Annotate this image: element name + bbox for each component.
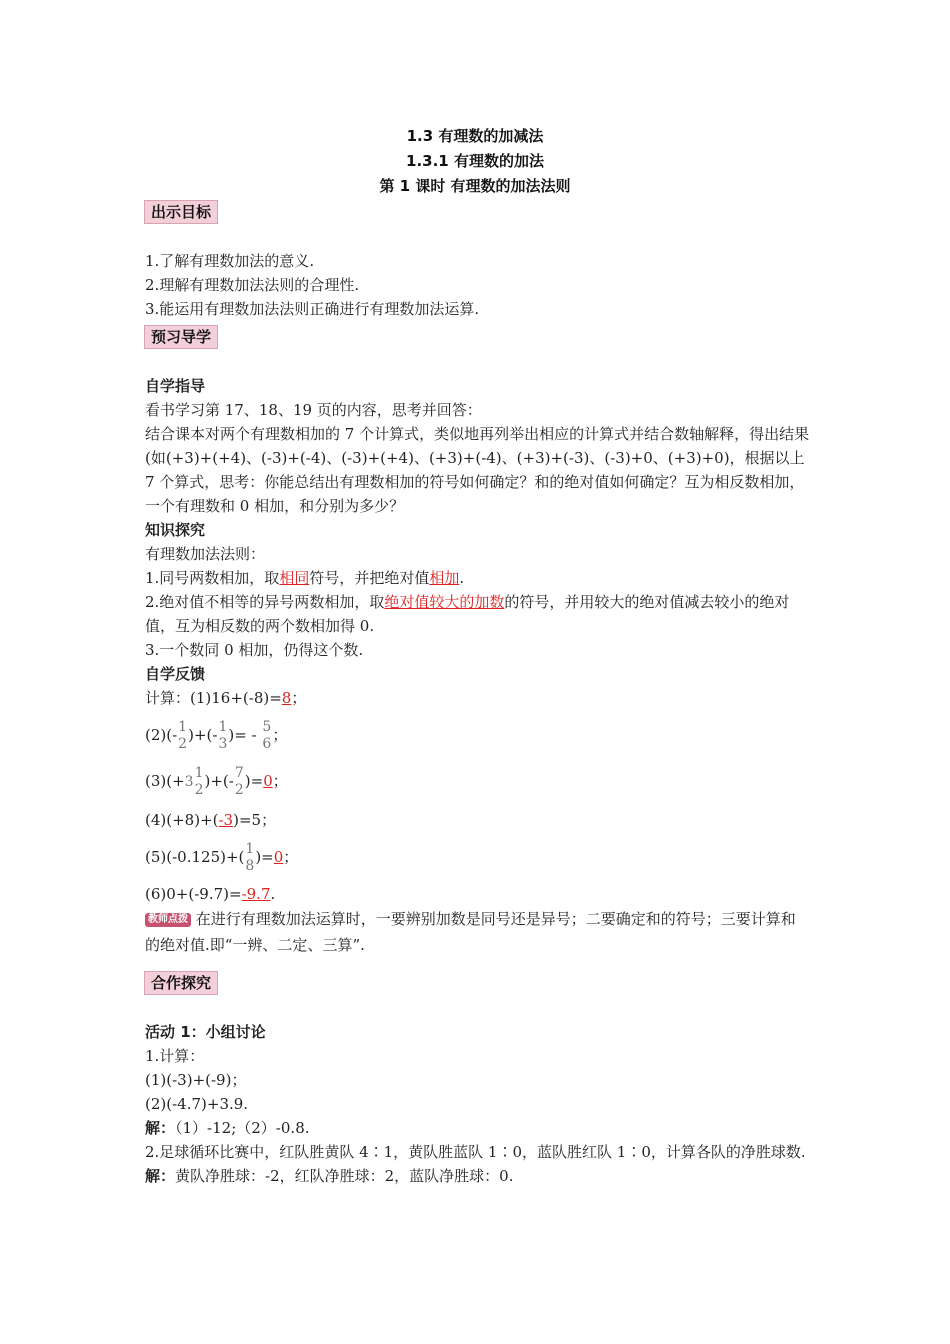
goal-item: 3.能运用有理数加法法则正确进行有理数加法运算. bbox=[145, 300, 480, 318]
fraction bbox=[195, 765, 204, 799]
rule-3: 3.一个数同 0 相加，仍得这个数. bbox=[145, 641, 364, 659]
denominator: 2 bbox=[178, 736, 188, 752]
exercise-answer: 0 bbox=[263, 772, 273, 790]
rule-1-text: 1.同号两数相加，取 bbox=[145, 569, 280, 587]
exercise-answer: 0 bbox=[273, 848, 284, 866]
chapter-title: 1.3 有理数的加减法 bbox=[406, 127, 544, 145]
exercise-text: )= - bbox=[228, 726, 257, 744]
section-title: 1.3.1 有理数的加法 bbox=[406, 152, 544, 170]
teacher-tip bbox=[145, 906, 810, 958]
lesson-title: 第 1 课时 有理数的加法法则 bbox=[379, 177, 571, 195]
exercise-text: ； bbox=[283, 848, 299, 866]
rule-2 bbox=[145, 590, 810, 638]
denominator: 8 bbox=[245, 858, 255, 874]
exercise-text: )= bbox=[255, 848, 274, 866]
exercise-text: (4)(+8)+( bbox=[145, 811, 219, 829]
exercise-6 bbox=[145, 882, 810, 906]
fraction bbox=[178, 719, 187, 753]
teacher-tip-label: 教师点拨 bbox=[145, 913, 191, 927]
exercise-answer: 8 bbox=[281, 689, 292, 707]
mixed-whole: 3 bbox=[184, 774, 194, 790]
preview-badge: 预习导学 bbox=[144, 325, 218, 349]
exercise-4 bbox=[145, 808, 810, 832]
exercise-answer: -9.7 bbox=[241, 885, 271, 903]
exercise-text: (3)(+ bbox=[145, 772, 185, 790]
rule-2-answer: 绝对值较大的加数 bbox=[384, 593, 505, 611]
activity-section bbox=[145, 1020, 810, 1188]
title-block bbox=[0, 124, 950, 199]
rule-1-text: . bbox=[459, 569, 465, 587]
self-study-paragraph: 结合课本对两个有理数相加的 7 个计算式，类似地再列举出相应的计算式并结合数轴解释，得出结果(如(+3)+(+4)、(-3)+(-4)、(-3)+(+4)、(+3)+(-4)、(+3)+(-3)、(-3)+0、(+3)+0)，根据以上 7 个算式，思考：你能总结出有理数相加的符号如何确定？和的绝对值如何确定？互为相反数相加，一个有理数和 0 相加，和分别为多少？ bbox=[145, 425, 810, 515]
self-study-section bbox=[145, 374, 810, 958]
rule-1-text: 符号，并把绝对值 bbox=[309, 569, 430, 587]
rule-1 bbox=[145, 566, 810, 590]
knowledge-heading: 知识探究 bbox=[145, 521, 206, 539]
solution-label: 解： bbox=[145, 1119, 176, 1137]
numerator: 5 bbox=[262, 719, 272, 735]
denominator: 6 bbox=[262, 736, 272, 752]
activity-question: 2.足球循环比赛中，红队胜黄队 4∶1，黄队胜蓝队 1∶0，蓝队胜红队 1∶0，计算各队的净胜球数. bbox=[145, 1143, 806, 1161]
exercise-5 bbox=[145, 834, 810, 880]
rule-1-answer: 相同 bbox=[279, 569, 310, 587]
numerator: 7 bbox=[234, 765, 244, 781]
exercise-answer: -3 bbox=[218, 811, 234, 829]
exercise-1 bbox=[145, 686, 810, 710]
goals-badge: 出示目标 bbox=[144, 200, 218, 224]
exercise-text: ； bbox=[291, 689, 307, 707]
knowledge-intro: 有理数加法法则： bbox=[145, 545, 266, 563]
fraction bbox=[235, 765, 244, 799]
fraction bbox=[245, 841, 254, 875]
exercise-text: ； bbox=[272, 726, 288, 744]
solution-text: 黄队净胜球：-2，红队净胜球：2，蓝队净胜球：0. bbox=[175, 1167, 514, 1185]
self-study-heading: 自学指导 bbox=[145, 377, 206, 395]
exercise-text: (2)(- bbox=[145, 726, 178, 744]
denominator: 2 bbox=[234, 782, 244, 798]
exercise-text: )= bbox=[244, 772, 264, 790]
exercise-2 bbox=[145, 714, 810, 756]
denominator: 2 bbox=[194, 782, 204, 798]
fraction bbox=[218, 719, 227, 753]
numerator: 1 bbox=[245, 841, 255, 857]
goal-item: 1.了解有理数加法的意义. bbox=[145, 252, 315, 270]
coop-badge: 合作探究 bbox=[144, 971, 218, 995]
exercise-3 bbox=[145, 760, 810, 802]
goal-item: 2.理解有理数加法法则的合理性. bbox=[145, 276, 360, 294]
denominator: 3 bbox=[218, 736, 228, 752]
solution-label: 解： bbox=[145, 1167, 176, 1185]
numerator: 1 bbox=[178, 719, 188, 735]
solution-text: （1）-12;（2）-0.8. bbox=[175, 1119, 310, 1137]
teacher-tip-text: 在进行有理数加法运算时，一要辨别加数是同号还是异号；二要确定和的符号；三要计算和的绝对值.即“一辨、二定、三算”. bbox=[145, 910, 796, 954]
activity-question: 1.计算： bbox=[145, 1047, 205, 1065]
exercise-text: (5)(-0.125)+( bbox=[145, 848, 245, 866]
rule-2-text: 2.绝对值不相等的异号两数相加，取 bbox=[145, 593, 385, 611]
numerator: 1 bbox=[194, 765, 204, 781]
feedback-heading: 自学反馈 bbox=[145, 665, 206, 683]
exercise-text: ； bbox=[272, 772, 288, 790]
activity-heading: 活动 1：小组讨论 bbox=[145, 1023, 266, 1041]
solution-1 bbox=[145, 1116, 810, 1140]
exercise-text: . bbox=[270, 885, 276, 903]
exercise-text: )=5； bbox=[233, 811, 277, 829]
exercise-text: )+(- bbox=[188, 726, 218, 744]
activity-subquestion: (1)(-3)+(-9)； bbox=[145, 1071, 247, 1089]
goals-list bbox=[145, 249, 810, 321]
self-study-instruction: 看书学习第 17、18、19 页的内容，思考并回答： bbox=[145, 401, 482, 419]
fraction bbox=[262, 719, 271, 753]
exercise-text: (6)0+(-9.7)= bbox=[145, 885, 242, 903]
exercise-text: 计算：(1)16+(-8)= bbox=[145, 689, 282, 707]
activity-subquestion: (2)(-4.7)+3.9. bbox=[145, 1095, 249, 1113]
numerator: 1 bbox=[218, 719, 228, 735]
rule-1-answer: 相加 bbox=[429, 569, 460, 587]
solution-2 bbox=[145, 1164, 810, 1188]
rule-2-text: 的符号，并用较大的绝对值减去较小的绝对值，互为相反数的两个数相加得 0. bbox=[145, 593, 790, 635]
exercise-text: )+(- bbox=[204, 772, 234, 790]
